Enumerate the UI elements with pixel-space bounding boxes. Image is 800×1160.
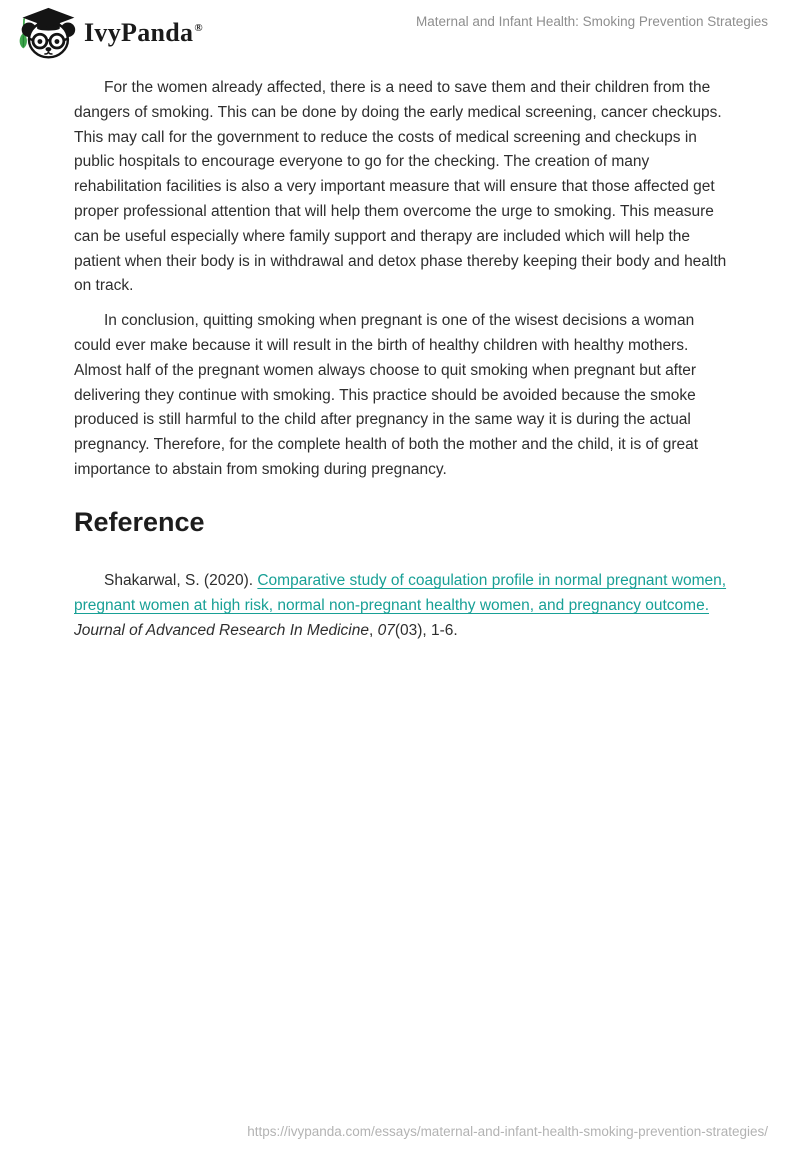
reference-citation: [74, 568, 727, 643]
citation-journal: Journal of Advanced Research In Medicine: [74, 621, 369, 639]
citation-authors: Shakarwal, S. (2020).: [104, 571, 258, 589]
page-footer: [247, 1123, 768, 1141]
essay-paragraph-1: For the women already affected, there is a need to save them and their children from the dangers of smoking. This can be done by doing the early medical screening, cancer checkups. This may call for the government to reduce the costs of medical screening and checkups in public hospitals to encourage everyone to go for the checking. The creation of many rehabilitation facilities is also a very important measure that will ensure that those affected get proper professional attention that will help them overcome the urge to smoking. This measure can be useful especially where family support and therapy are included which will help the patient when their body is in withdrawal and detox phase thereby keeping their body and health on track.: [74, 79, 727, 295]
citation-volume: 07: [377, 621, 395, 639]
reference-heading: Reference: [74, 506, 205, 537]
page-header: [0, 0, 800, 68]
citation-issue-pages: (03), 1-6.: [394, 621, 458, 639]
brand-name-text: IvyPanda: [84, 18, 194, 47]
ivypanda-logo[interactable]: [16, 6, 203, 60]
essay-paragraph-2: In conclusion, quitting smoking when pregnant is one of the wisest decisions a woman could ever make because it will result in the birth of healthy children with healthy mothers. Almost half of the pregnant women always choose to quit smoking when pregnant but after delivering they continue with smoking. This practice should be avoided because the smoke produced is still harmful to the child after pregnancy in the same way it is during the actual pregnancy. Therefore, for the complete health of both the mother and the child, it is of great importance to abstain from smoking during pregnancy.: [74, 312, 699, 478]
citation-link[interactable]: Comparative study of coagulation profile in normal pregnant women, pregnant women at high risk, normal non-pregnant healthy women, and pregnancy outcome.: [74, 571, 727, 614]
source-url[interactable]: https://ivypanda.com/essays/maternal-and-infant-health-smoking-prevention-strategies/: [247, 1124, 768, 1139]
brand-name: [84, 20, 203, 46]
document-title: Maternal and Infant Health: Smoking Prevention Strategies: [416, 14, 768, 29]
citation-separator: ,: [368, 621, 378, 639]
registered-trademark: ®: [194, 22, 203, 35]
essay-content: [0, 68, 800, 643]
panda-graduation-cap-icon: [16, 6, 76, 60]
